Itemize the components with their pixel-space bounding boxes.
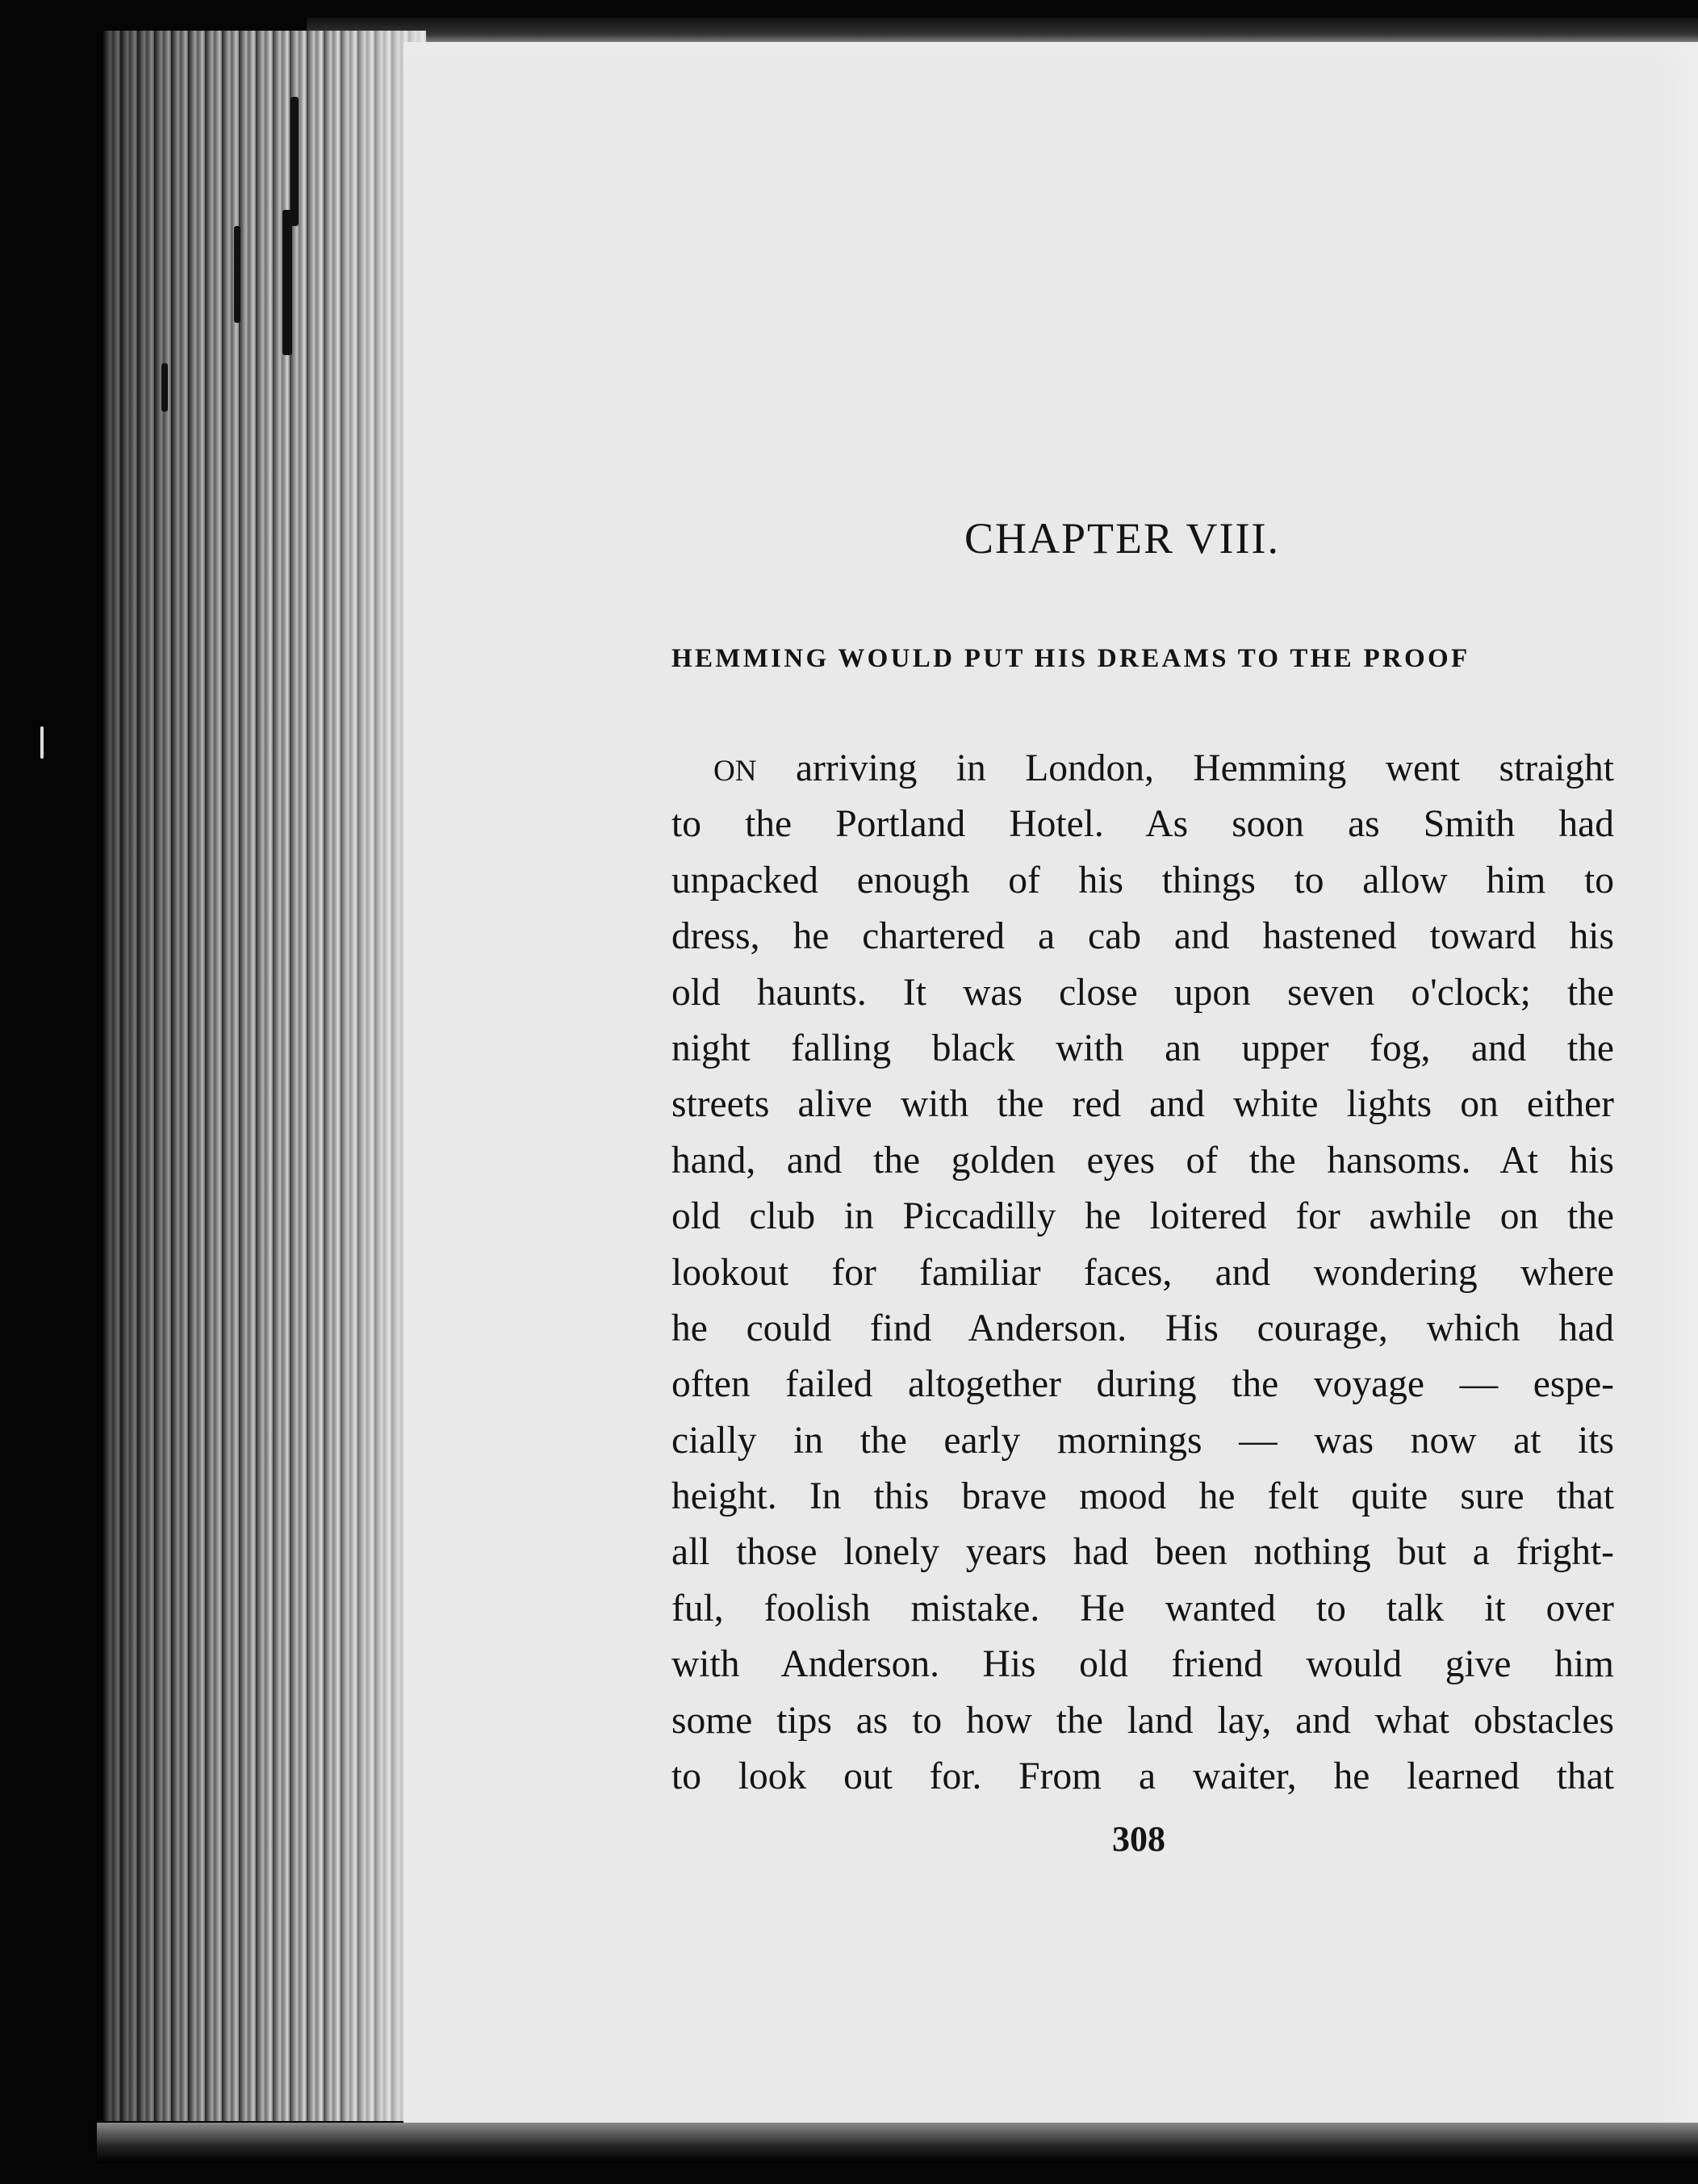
text-line: some tips as to how the land lay, and what obstacles bbox=[671, 1699, 1614, 1742]
book-fore-edge bbox=[103, 31, 426, 2121]
text-line: cially in the early mornings — was now at its bbox=[671, 1419, 1614, 1462]
edge-mark bbox=[291, 97, 299, 226]
bottom-shadow bbox=[97, 2123, 1698, 2163]
edge-mark bbox=[282, 210, 292, 355]
chapter-title: CHAPTER VIII. bbox=[964, 514, 1281, 563]
text-line: old club in Piccadilly he loitered for awhile on the bbox=[671, 1195, 1614, 1238]
text-line: streets alive with the red and white lights on either bbox=[671, 1083, 1614, 1126]
edge-mark bbox=[161, 363, 168, 412]
text-line: to look out for. From a waiter, he learned that bbox=[671, 1755, 1614, 1798]
text-line: ful, foolish mistake. He wanted to talk it over bbox=[671, 1587, 1614, 1630]
smallcap-word: ON bbox=[713, 755, 757, 788]
text-line: often failed altogether during the voyage — espe- bbox=[671, 1363, 1614, 1406]
text-line: ON arriving in London, Hemming went straight bbox=[713, 747, 1614, 789]
text-line: dress, he chartered a cab and hastened toward his bbox=[671, 915, 1614, 958]
text-line: unpacked enough of his things to allow him to bbox=[671, 859, 1614, 902]
speck bbox=[40, 726, 44, 759]
text-line: he could find Anderson. His courage, which had bbox=[671, 1307, 1614, 1349]
top-shadow bbox=[307, 18, 1698, 45]
text-line: old haunts. It was close upon seven o'clock; the bbox=[671, 971, 1614, 1014]
text-line: lookout for familiar faces, and wondering where bbox=[671, 1251, 1614, 1294]
text-line: hand, and the golden eyes of the hansoms. At his bbox=[671, 1139, 1614, 1182]
text-line: with Anderson. His old friend would give him bbox=[671, 1643, 1614, 1686]
body-text bbox=[671, 741, 1614, 1805]
page-number: 308 bbox=[1112, 1819, 1165, 1859]
chapter-subtitle: HEMMING WOULD PUT HIS DREAMS TO THE PROOF bbox=[671, 644, 1470, 673]
text-line: to the Portland Hotel. As soon as Smith had bbox=[671, 803, 1614, 846]
text-line: all those lonely years had been nothing but a fright- bbox=[671, 1531, 1614, 1574]
text-line: night falling black with an upper fog, and the bbox=[671, 1027, 1614, 1069]
edge-mark bbox=[234, 226, 240, 323]
text-line: height. In this brave mood he felt quite sure that bbox=[671, 1475, 1614, 1518]
